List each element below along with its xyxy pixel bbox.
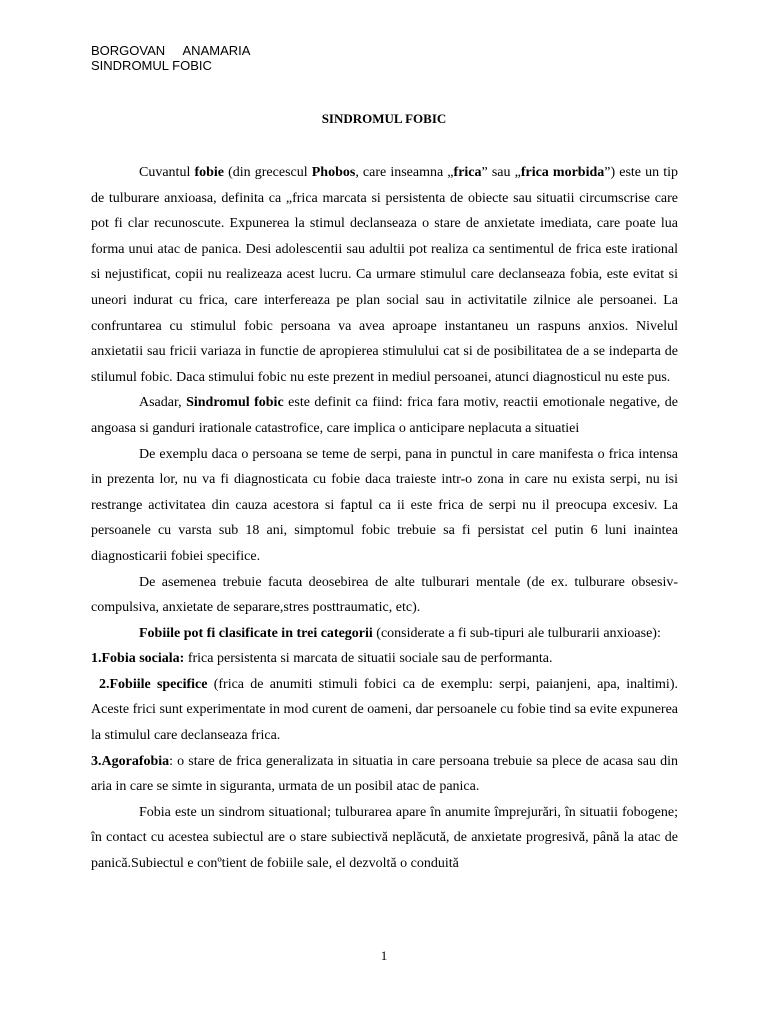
- bold-run: 1.Fobia sociala:: [91, 651, 185, 667]
- document-body: [91, 160, 678, 877]
- text-run: ” sau „: [481, 165, 521, 180]
- author-name: [91, 43, 250, 58]
- author-last-name: ANAMARIA: [182, 43, 251, 58]
- bold-run: fobie: [194, 165, 224, 180]
- paragraph-example: De exemplu daca o persoana se teme de serpi, pana in punctul in care manifesta o frica intensa in prezenta lor, nu va fi diagnosticata cu fobie daca traieste intr-o zona in care nu exista serpi, nu isi restrange activitatea din cauza acestora si faptul ca ii este frica de serpi nu il preocupa excesiv. La persoanele cu varsta sub 18 ani, simptomul fobic trebuie sa fi persistat cel putin 6 luni inaintea diagnosticarii fobiei specifice.: [91, 446, 678, 564]
- paragraph-syndrome: [91, 390, 678, 441]
- text-run: (din grecescul: [224, 165, 312, 180]
- bold-run: frica: [453, 165, 482, 180]
- document-title: SINDROMUL FOBIC: [321, 111, 447, 126]
- bold-run: 3.Agorafobia: [91, 753, 170, 769]
- bold-run: frica morbida: [520, 165, 605, 180]
- text-run: , care inseamna „: [355, 165, 454, 180]
- bold-run: Sindromul fobic: [186, 395, 284, 411]
- text-run: (considerate a fi sub-tipuri ale tulburarii anxioase):: [372, 625, 661, 641]
- bold-run: Phobos: [311, 165, 356, 180]
- list-item-social-phobia: [91, 646, 678, 672]
- text-run: frica persistenta si marcata de situatii sociale sau de performanta.: [184, 651, 553, 667]
- author-first-name: BORGOVAN: [91, 43, 166, 58]
- text-run: ”) este un tip de tulburare anxioasa, definita ca „frica marcata si persistenta de obiecte sau situatii circumscrise care pot fi clar recunoscute. Expunerea la stimul declanseaza o stare de anxietate imediata, care poate lua forma unui atac de panica. Desi adolescentii sau adultii pot realiza ca sentimentul de frica este irational si nejustificat, copii nu realizeaza acest lucru. Ca urmare stimulul care declanseaza fobia, este evitat si uneori indurat cu frica, care interfereaza pe plan social sau in activitatile zilnice ale persoanei. La confruntarea cu stimulul fobic persoana va avea aproape instantaneu un raspuns anxios. Nivelul anxietatii sau fricii variaza in functie de apropierea stimulului cat si de posibilitatea de a se indeparta de stilumul fobic. Daca stimului fobic nu este prezent in mediul persoanei, atunci diagnosticul nu este pus.: [91, 165, 679, 385]
- list-item-specific-phobias: [91, 672, 678, 749]
- paragraph-definition: [91, 160, 678, 390]
- text-run: (frica de anumiti stimuli fobici ca de exemplu: serpi, paianjeni, apa, inaltimi). Aceste frici sunt experimentate in mod curent de oameni, dar persoanele cu fobie tind sa evite expunerea la stimulul care declanseaza frica.: [91, 676, 678, 744]
- bold-run: 2.Fobiile specifice: [99, 676, 208, 692]
- bold-run: Fobiile pot fi clasificate in trei categorii: [139, 625, 373, 641]
- text-run: Asadar,: [139, 395, 187, 411]
- text-run: Cuvantul: [139, 165, 195, 180]
- header-subject: SINDROMUL FOBIC: [91, 58, 212, 73]
- paragraph-differentiation: De asemenea trebuie facuta deosebirea de alte tulburari mentale (de ex. tulburare obsesiv-compulsiva, anxietate de separare,stres posttraumatic, etc).: [91, 574, 678, 616]
- page-header: [91, 43, 250, 73]
- page-number: 1: [380, 948, 388, 963]
- paragraph-situational: Fobia este un sindrom situational; tulburarea apare în anumite împrejurări, în situatii fobogene; în contact cu acestea subiectul are o stare subiectivă neplăcută, de anxietate progresivă, până la atac de panică.Subiectul e conºtient de fobiile sale, el dezvoltă o conduită: [91, 804, 678, 872]
- paragraph-classification: [91, 621, 678, 647]
- text-run: : o stare de frica generalizata in situatia in care persoana trebuie sa plece de acasa sau din aria in care se simte in siguranta, urmata de un posibil atac de panica.: [91, 753, 678, 795]
- list-item-agoraphobia: [91, 749, 678, 800]
- text-run: este definit ca fiind: frica fara motiv, reactii emotionale negative, de angoasa si ganduri irationale catastrofice, care implica o anticipare neplacuta a situatiei: [91, 395, 679, 436]
